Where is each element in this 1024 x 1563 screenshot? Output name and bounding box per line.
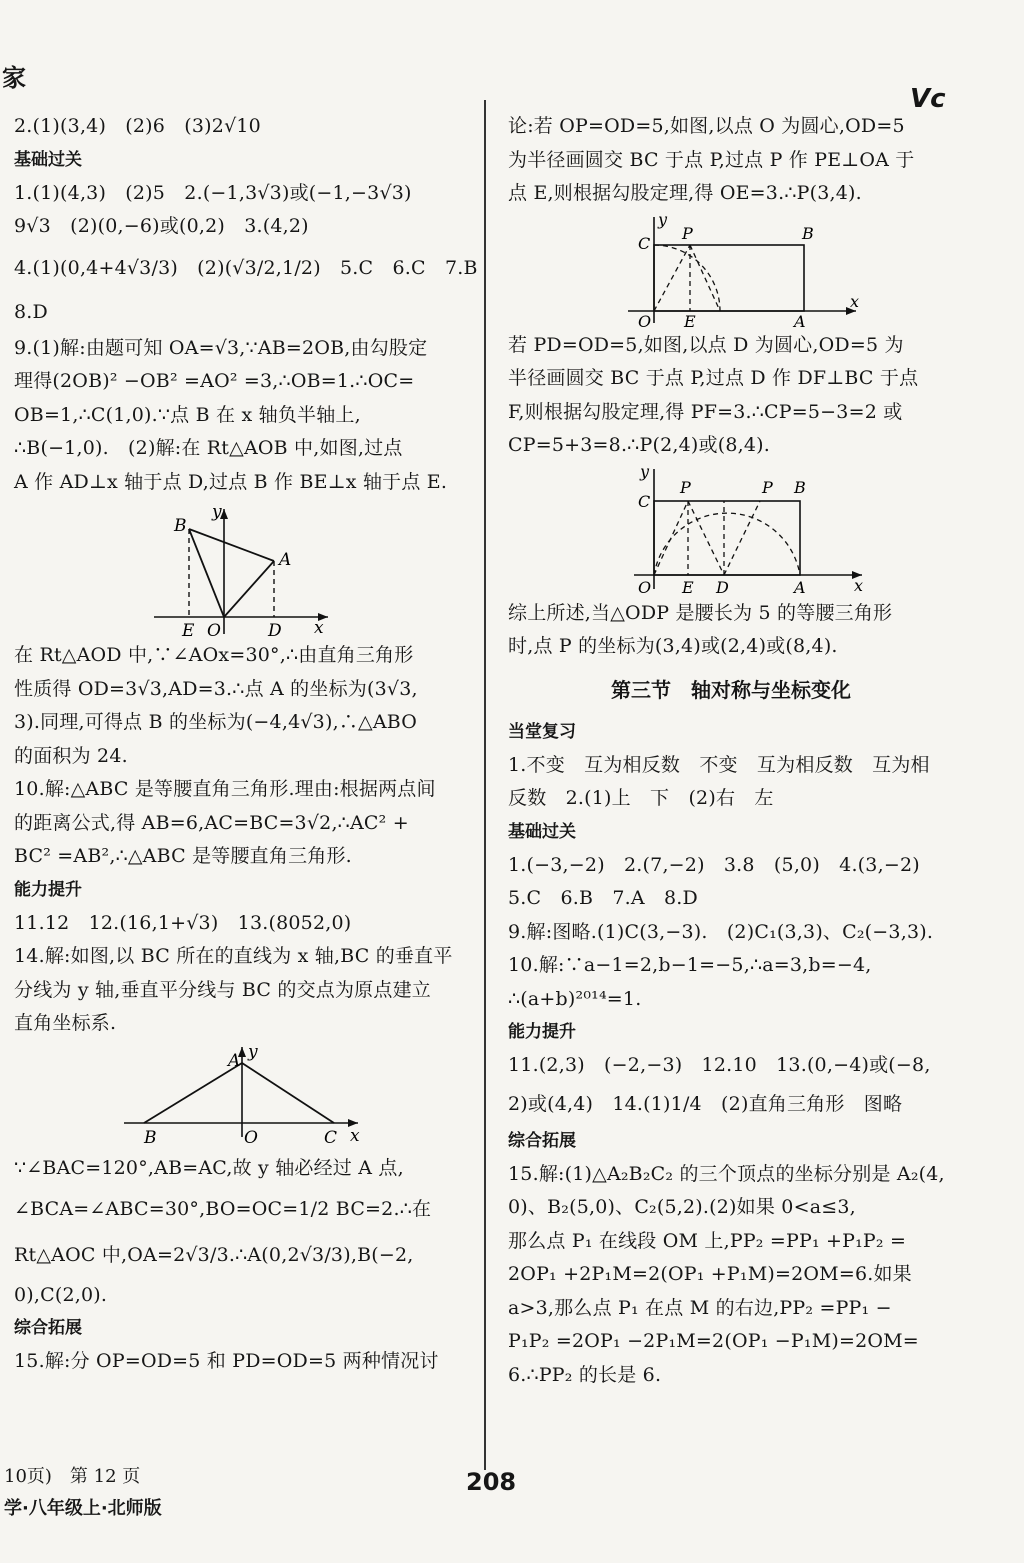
answer-line: 10.解:∵a−1=2,b−1=−5,∴a=3,b=−4, [508,954,872,976]
section-heading-extension: 综合拓展 [14,1318,82,1338]
answer-line: 11.12 12.(16,1+√3) 13.(8052,0) [14,911,352,934]
section-heading-ability: 能力提升 [508,1022,576,1042]
answer-line: 时,点 P 的坐标为(3,4)或(2,4)或(8,4). [508,635,838,657]
label-c: C [638,233,651,253]
corner-mark-right: Vc [910,84,946,114]
answer-line: 综上所述,当△ODP 是腰长为 5 的等腰三角形 [508,601,893,624]
footer-book-title: 学·八年级上·北师版 [4,1498,162,1519]
answer-line: 的距离公式,得 AB=6,AC=BC=3√2,∴AC² + [14,811,409,834]
label-y: y [212,502,222,522]
answer-line: 9.(1)解:由题可知 OA=√3,∵AB=2OB,由勾股定 [14,336,428,359]
section-heading-basic: 基础过关 [14,149,82,170]
answer-line: 在 Rt△AOD 中,∵∠AOx=30°,∴由直角三角形 [14,644,414,666]
answer-line: 2OP₁ +2P₁M=2(OP₁ +P₁M)=2OM=6.如果 [508,1263,912,1285]
answer-line: 1.不变 互为相反数 不变 互为相反数 互为相 [508,753,930,776]
right-column [508,110,954,1392]
answer-line: 1.(1)(4,3) (2)5 2.(−1,3√3)或(−1,−3√3) [14,181,412,204]
answer-line: CP=5+3=8.∴P(2,4)或(8,4). [508,434,770,456]
label-a: A [794,577,806,597]
label-e: E [684,311,696,329]
label-o: O [638,577,652,597]
answer-line: 若 PD=OD=5,如图,以点 D 为圆心,OD=5 为 [508,333,904,356]
label-y: y [640,462,650,481]
section-heading-review: 当堂复习 [508,721,576,742]
answer-line: BC² =AB²,∴△ABC 是等腰直角三角形. [14,845,352,867]
answer-line: 8.D [14,300,48,323]
answer-line: 11.(2,3) (−2,−3) 12.10 13.(0,−4)或(−8, [508,1054,931,1076]
answer-line: Rt△AOC 中,OA=2√3/3.∴A(0,2√3/3),B(−2, [14,1243,414,1266]
answer-line: 论:若 OP=OD=5,如图,以点 O 为圆心,OD=5 [508,115,905,137]
figure-triangle-abc [14,1041,470,1149]
answer-line: 9√3 (2)(0,−6)或(0,2) 3.(4,2) [14,215,309,237]
answer-line: 2)或(4,4) 14.(1)1/4 (2)直角三角形 图略 [508,1092,903,1115]
answer-line: 直角坐标系. [14,1012,117,1034]
answer-line: 5.C 6.B 7.A 8.D [508,887,698,909]
answer-line: 分线为 y 轴,垂直平分线与 BC 的交点为原点建立 [14,978,431,1001]
footer-pages: 10页) 第 12 页 [4,1466,141,1487]
label-y: y [658,210,668,229]
label-e: E [182,621,195,639]
section-heading-extension: 综合拓展 [508,1130,576,1151]
answer-line: 4.(1)(0,4+4√3/3) (2)(√3/2,1/2) 5.C 6.C 7.B [14,256,478,279]
label-b: B [802,223,814,243]
label-x: x [850,291,860,311]
label-b: B [174,516,187,536]
section-heading-basic: 基础过关 [508,821,576,842]
figure-circle-d [508,463,954,597]
label-d: D [716,577,729,597]
label-e: E [682,577,694,597]
label-c: C [638,491,651,511]
label-a: A [279,550,292,570]
answer-line: 6.∴PP₂ 的长是 6. [508,1363,662,1386]
answer-line: 反数 2.(1)上 下 (2)右 左 [508,787,774,809]
label-d: D [268,621,282,639]
answer-line: 14.解:如图,以 BC 所在的直线为 x 轴,BC 的垂直平 [14,945,453,967]
answer-line: a>3,那么点 P₁ 在点 M 的右边,PP₂ =PP₁ − [508,1296,892,1319]
answer-line: 那么点 P₁ 在线段 OM 上,PP₂ =PP₁ +P₁P₂ = [508,1229,907,1252]
answer-line: 0),C(2,0). [14,1283,108,1306]
answer-line: P₁P₂ =2OP₁ −2P₁M=2(OP₁ −P₁M)=2OM= [508,1330,919,1352]
answer-line: 2.(1)(3,4) (2)6 (3)2√10 [14,115,261,137]
label-p2: P [762,477,773,497]
label-a: A [794,311,806,329]
answer-line: 性质得 OD=3√3,AD=3.∴点 A 的坐标为(3√3, [14,677,418,700]
label-b: B [794,477,806,497]
answer-line: 理得(2OB)² −OB² =AO² =3,∴OB=1.∴OC= [14,370,415,392]
answer-line: 15.解:(1)△A₂B₂C₂ 的三个顶点的坐标分别是 A₂(4, [508,1162,945,1185]
answer-line: 10.解:△ABC 是等腰直角三角形.理由:根据两点间 [14,778,436,800]
answer-line: 3).同理,可得点 B 的坐标为(−4,4√3),∴△ABO [14,711,418,733]
answer-line: 的面积为 24. [14,744,128,767]
answer-line: 点 E,则根据勾股定理,得 OE=3.∴P(3,4). [508,182,862,204]
label-x: x [854,575,864,595]
label-p1: P [680,477,691,497]
section-title: 第三节 轴对称与坐标变化 [611,677,851,702]
figure-triangle-aob [14,499,470,639]
answer-line: OB=1,∴C(1,0).∵点 B 在 x 轴负半轴上, [14,403,361,426]
label-o: O [207,621,221,639]
answer-line: ∴(a+b)²⁰¹⁴=1. [508,987,642,1010]
label-b: B [144,1127,157,1148]
answer-line: 9.解:图略.(1)C(3,−3). (2)C₁(3,3)、C₂(−3,3). [508,920,934,943]
answer-line: 为半径画圆交 BC 于点 P,过点 P 作 PE⊥OA 于 [508,148,915,171]
label-a: A [228,1050,241,1071]
page-number: 208 [466,1468,517,1496]
label-o: O [638,311,652,329]
label-o: O [244,1127,258,1148]
answer-line: ∴B(−1,0). (2)解:在 Rt△AOB 中,如图,过点 [14,437,403,459]
corner-mark-left: 家 [2,64,26,92]
answer-line: 1.(−3,−2) 2.(7,−2) 3.8 (5,0) 4.(3,−2) [508,853,920,876]
answer-line: ∵∠BAC=120°,AB=AC,故 y 轴必经过 A 点, [14,1156,404,1179]
label-p: P [682,223,693,243]
label-c: C [324,1127,338,1148]
label-x: x [350,1125,360,1146]
column-divider [484,100,486,1470]
answer-line: ∠BCA=∠ABC=30°,BO=OC=1/2 BC=2.∴在 [14,1197,432,1220]
figure-circle-o [508,211,954,329]
answer-line: 0)、B₂(5,0)、C₂(5,2).(2)如果 0<a≤3, [508,1196,856,1218]
section-heading-ability: 能力提升 [14,879,82,900]
label-x: x [314,618,324,638]
left-column [14,110,478,1379]
answer-line: A 作 AD⊥x 轴于点 D,过点 B 作 BE⊥x 轴于点 E. [14,470,448,493]
answer-line: F,则根据勾股定理,得 PF=3.∴CP=5−3=2 或 [508,400,903,423]
answer-line: 半径画圆交 BC 于点 P,过点 D 作 DF⊥BC 于点 [508,367,919,389]
label-y: y [248,1041,258,1062]
answer-line: 15.解:分 OP=OD=5 和 PD=OD=5 两种情况讨 [14,1350,439,1372]
